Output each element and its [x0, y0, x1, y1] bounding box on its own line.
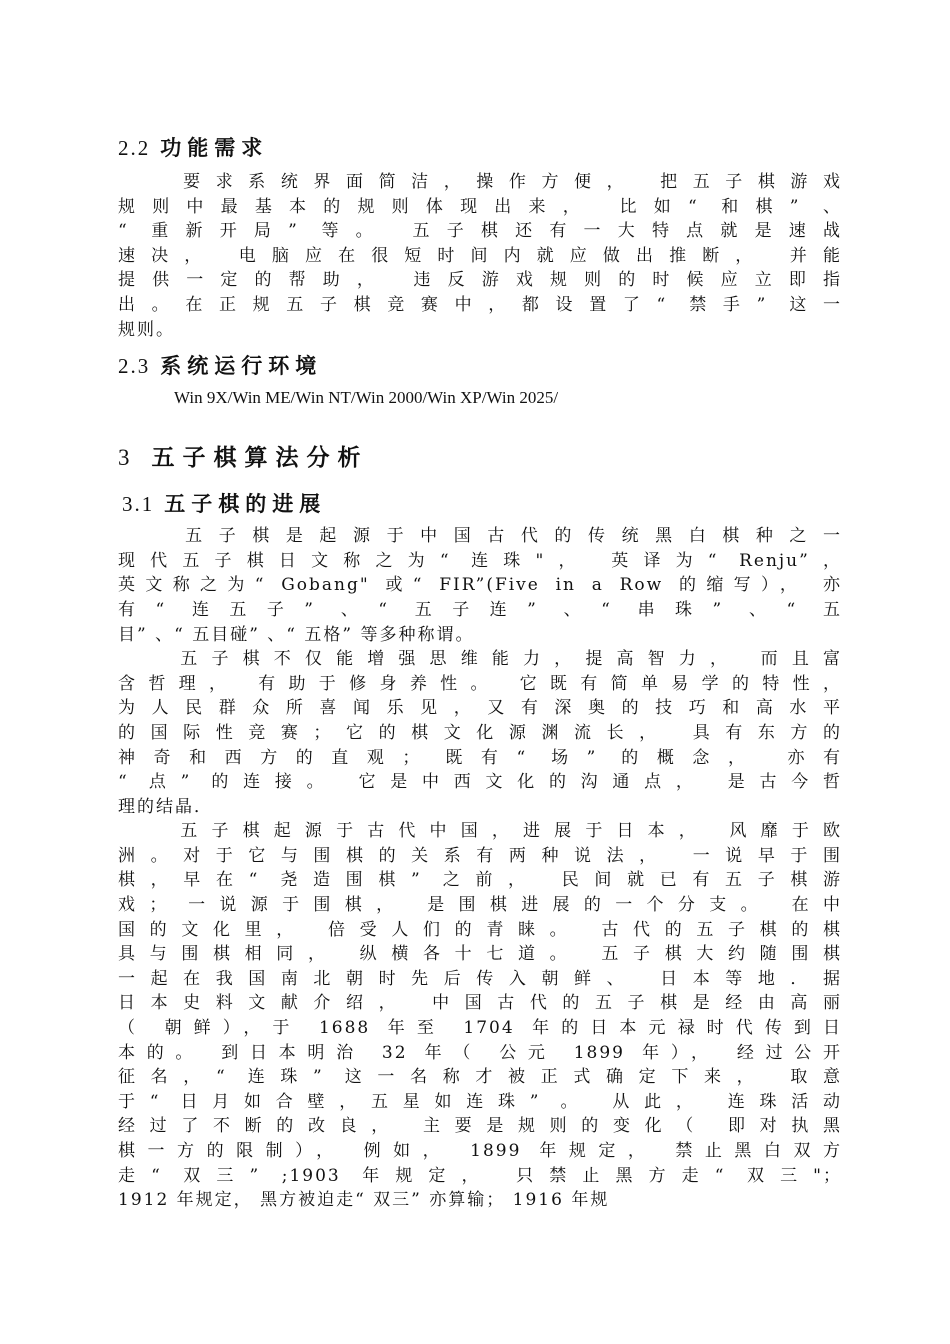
- heading-2-3: [118, 348, 842, 384]
- heading-title: 系统运行环境: [160, 354, 323, 379]
- heading-title: 五子棋算法分析: [151, 445, 369, 472]
- text-line: 目” 、“ 五目碰” 、“ 五格” 等多种称谓。: [118, 624, 475, 645]
- text-line: 五子棋起源于古代中国，进展于日本， 风靡于欧: [118, 821, 842, 842]
- heading-title: 五子棋的进展: [164, 492, 327, 517]
- paragraph-functional-requirements: [118, 170, 842, 342]
- text-line: 神奇和西方的直观； 既有“ 场” 的概念， 亦有: [118, 747, 842, 768]
- text-line: 提供一定的帮助， 违反游戏规则的时候应立即指: [118, 270, 842, 291]
- paragraph-history: [118, 819, 842, 1213]
- text-line: 含哲理， 有助于修身养性。 它既有简单易学的特性，: [118, 673, 842, 694]
- heading-number: 3.1: [122, 492, 155, 517]
- text-line: 规则。: [118, 319, 175, 340]
- text-line: 于“ 日月如合壁，五星如连珠” 。 从此， 连珠活动: [118, 1091, 842, 1112]
- heading-3-1: [118, 486, 842, 522]
- runtime-environment-list: Win 9X/Win ME/Win NT/Win 2000/Win XP/Win 2025/: [174, 388, 559, 408]
- text-line: 英文称之为“ Gobang" 或“ FIR”(Five in a Row 的缩写）， 亦: [118, 575, 842, 596]
- text-line: 洲。对于它与围棋的关系有两种说法， 一说早于围: [118, 845, 842, 866]
- text-line: （ 朝鲜），于 1688 年至 1704 年的日本元禄时代传到日: [118, 1018, 842, 1039]
- text-line: 一起在我国南北朝时先后传入朝鲜、 日本等地．据: [118, 968, 842, 989]
- text-line: “ 点” 的连接。 它是中西文化的沟通点， 是古今哲: [118, 772, 842, 793]
- heading-2-2: [118, 130, 842, 166]
- text-line: 的国际性竞赛；它的棋文化源渊流长， 具有东方的: [118, 722, 842, 743]
- paragraph-benefits: [118, 647, 842, 819]
- paragraph-origin: [118, 524, 842, 647]
- text-line: “ 重新开局” 等。 五子棋还有一大特点就是速战: [118, 221, 842, 242]
- text-line: 走“ 双三” ;1903 年规定， 只禁止黑方走“ 双三"；: [118, 1165, 842, 1186]
- text-line: 现代五子棋日文称之为“ 连珠"， 英译为“ Renju”，: [118, 550, 842, 571]
- text-line: 五子棋不仅能增强思维能力，提高智力， 而且富: [118, 649, 842, 670]
- text-line: 本的。 到日本明治 32 年（ 公元 1899 年）， 经过公开: [118, 1042, 842, 1063]
- text-line: 具与围棋相同， 纵横各十七道。 五子棋大约随围棋: [118, 944, 842, 965]
- heading-number: 2.2: [118, 136, 151, 160]
- text-line: 规则中最基本的规则体现出来， 比如“ 和棋” 、: [118, 196, 842, 217]
- heading-number: 2.3: [118, 354, 151, 379]
- text-line: 国的文化里， 倍受人们的青睐。 古代的五子棋的棋: [118, 919, 842, 940]
- text-line: 征名，“ 连珠” 这一名称才被正式确定下来， 取意: [118, 1067, 842, 1088]
- heading-title: 功能需求: [160, 136, 269, 160]
- text-line: 出。在正规五子棋竞赛中，都设置了“ 禁手” 这一: [118, 294, 842, 315]
- text-line: 1912 年规定， 黑方被迫走“ 双三” 亦算输； 1916 年规: [118, 1190, 610, 1211]
- heading-3: [118, 438, 842, 478]
- text-line: 棋，早在“ 尧造围棋” 之前， 民间就已有五子棋游: [118, 870, 842, 891]
- text-line: 有“ 连五子” 、“ 五子连” 、“ 串珠” 、“ 五: [118, 599, 842, 620]
- text-line: 五子棋是起源于中国古代的传统黑白棋种之一: [118, 526, 842, 547]
- text-line: 为人民群众所喜闻乐见，又有深奥的技巧和高水平: [118, 698, 842, 719]
- text-line: 日本史料文献介绍， 中国古代的五子棋是经由高丽: [118, 993, 842, 1014]
- text-line: 理的结晶．: [118, 796, 213, 817]
- text-line: 经过了不断的改良， 主要是规则的变化（ 即对执黑: [118, 1116, 842, 1137]
- document-page: [118, 130, 842, 1213]
- text-line: 戏； 一说源于围棋， 是围棋进展的一个分支。 在中: [118, 895, 842, 916]
- text-line: 速决， 电脑应在很短时间内就应做出推断， 并能: [118, 245, 842, 266]
- text-line: 要求系统界面简洁，操作方便， 把五子棋游戏: [118, 172, 842, 192]
- text-line: 棋一方的限制）， 例如， 1899 年规定， 禁止黑白双方: [118, 1141, 842, 1161]
- heading-number: 3: [118, 445, 138, 471]
